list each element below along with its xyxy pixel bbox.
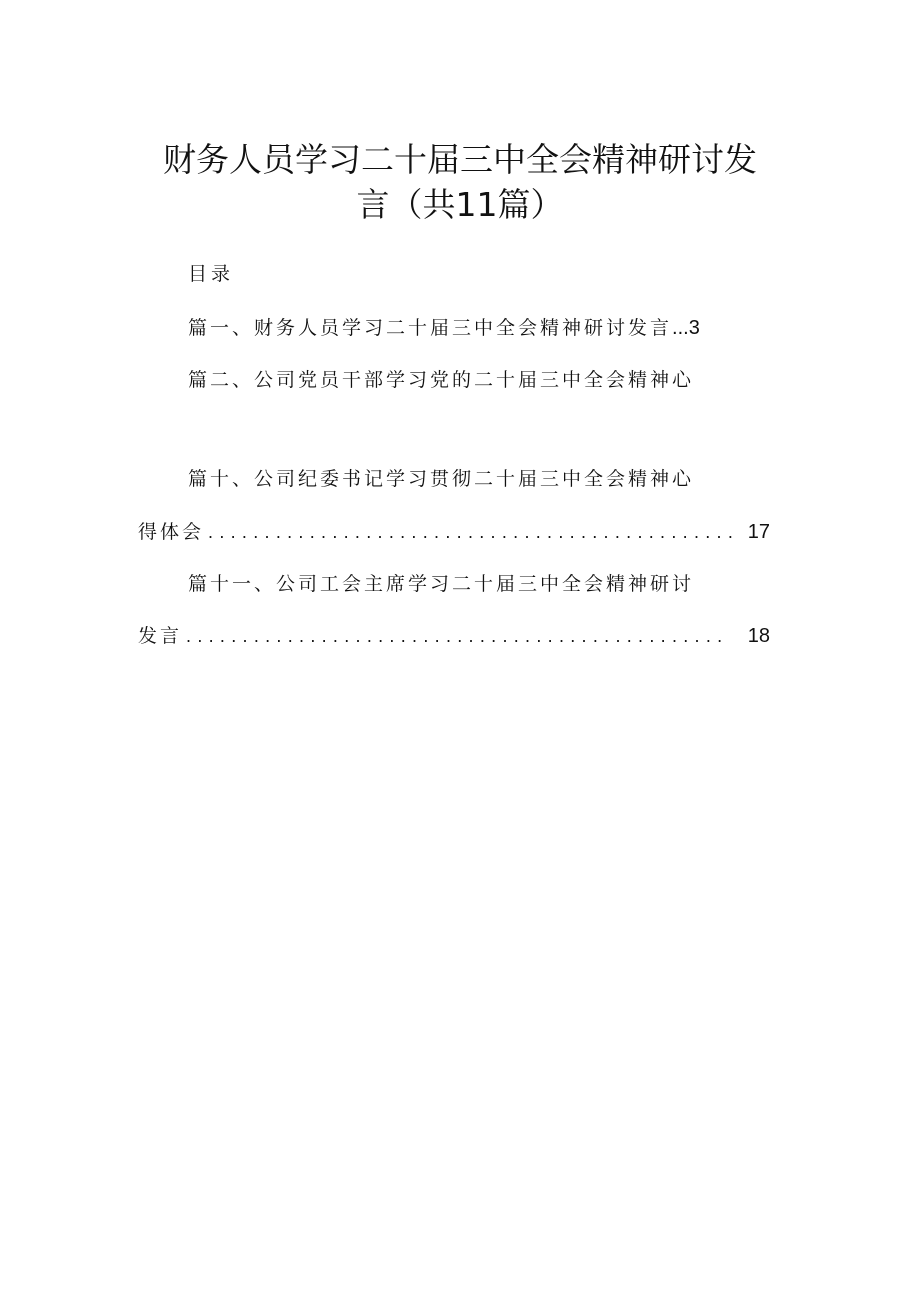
- toc-heading: 目录: [188, 263, 235, 285]
- toc-entry-11-text: 篇十一、公司工会主席学习二十届三中全会精神研讨: [188, 573, 695, 595]
- toc-entry-11-line-2[interactable]: [138, 622, 770, 650]
- toc-entry-10-text-cont: 得体会: [138, 521, 205, 543]
- toc-entry-1-page: 3: [688, 317, 700, 339]
- toc-entry-10-line-2[interactable]: [138, 518, 770, 546]
- toc-entry-10-text: 篇十、公司纪委书记学习贯彻二十届三中全会精神心: [188, 468, 695, 490]
- toc-entry-1-text: 篇一、财务人员学习二十届三中全会精神研讨发言: [188, 317, 673, 339]
- toc-entry-2-text: 篇二、公司党员干部学习党的二十届三中全会精神心: [188, 369, 695, 391]
- toc-entry-11-line-1[interactable]: [188, 570, 694, 598]
- toc-entry-10-leader: ...............................................: [208, 522, 740, 542]
- document-title-line-2: 言（共11篇）: [356, 185, 564, 224]
- toc-entry-1[interactable]: [188, 314, 700, 342]
- toc-entry-11-page: 18: [747, 625, 770, 647]
- toc-entry-2[interactable]: [188, 366, 694, 394]
- document-title-line-1: 财务人员学习二十届三中全会精神研讨发: [163, 140, 757, 179]
- toc-entry-1-dots: ...: [672, 317, 689, 339]
- toc-entry-11-leader: ................................................: [186, 626, 729, 646]
- toc-entry-10-page: 17: [747, 521, 770, 543]
- toc-entry-11-text-cont: 发言: [138, 625, 183, 647]
- toc-entry-10-line-1[interactable]: [188, 465, 694, 493]
